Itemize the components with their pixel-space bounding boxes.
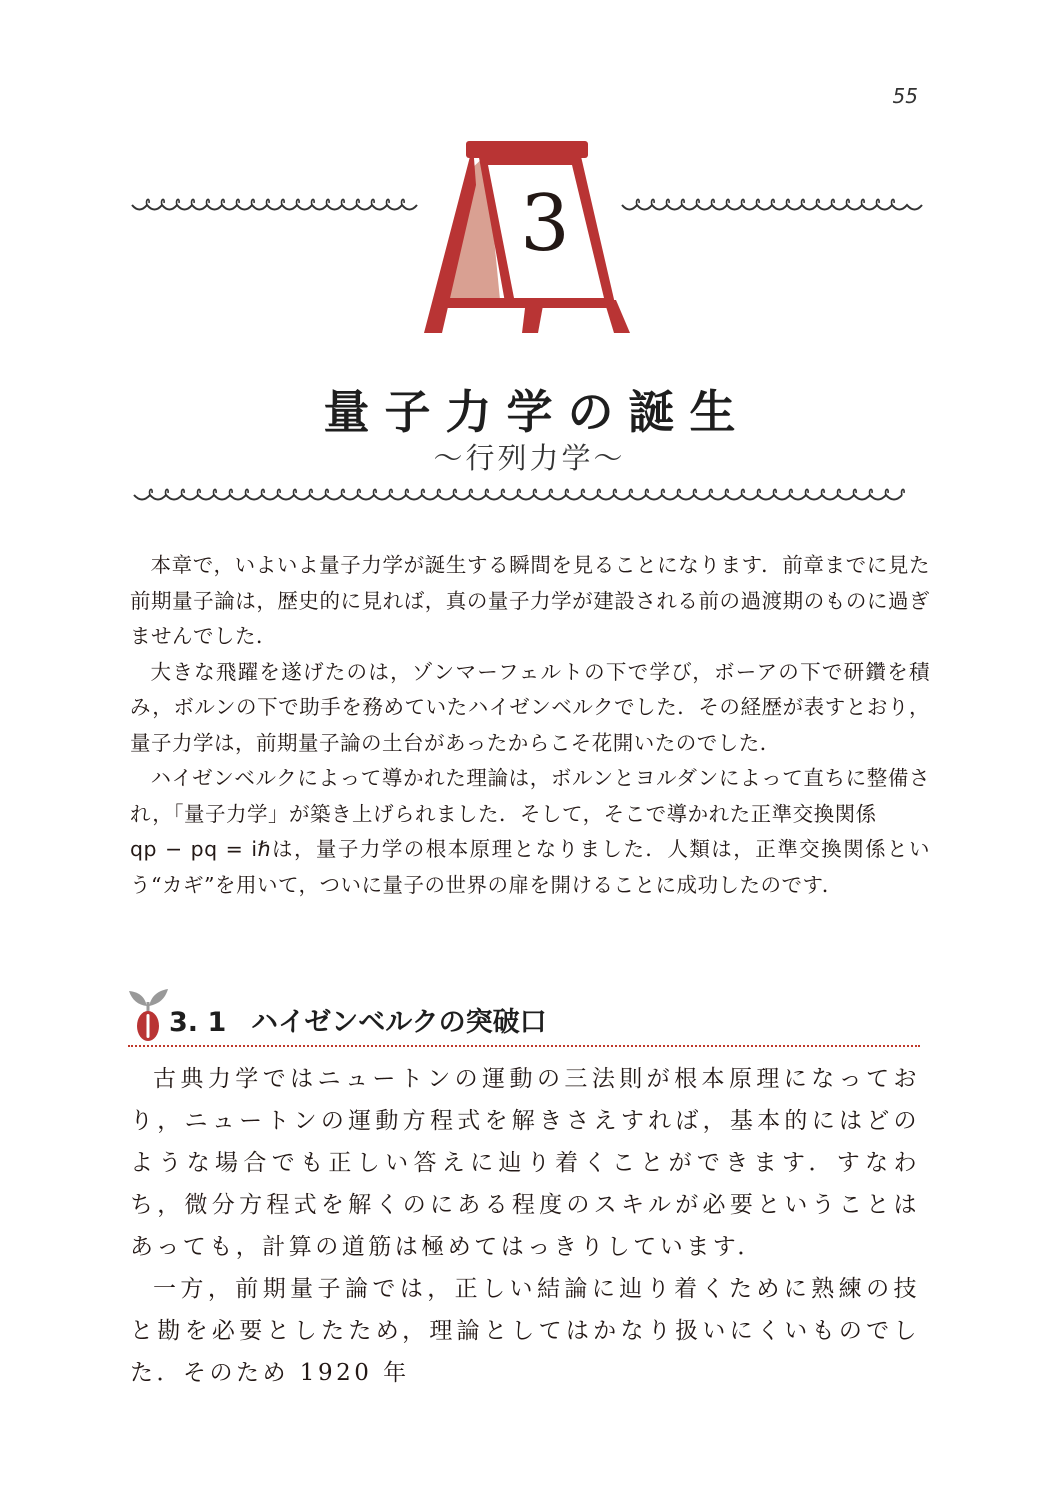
- ornament-left: [132, 205, 417, 210]
- intro-paragraph: [130, 761, 930, 903]
- page-number: 55: [892, 84, 918, 108]
- sprout-icon: [126, 982, 172, 1042]
- sign-front-leg-right: [604, 300, 630, 333]
- ornament-left-loops: [147, 199, 405, 205]
- body-paragraph: 一方，前期量子論では，正しい結論に辿り着くために熟練の技と勘を必要としたため，理論としてはかなり扱いにくいものでした．そのため 1920 年: [130, 1276, 920, 1386]
- section-divider: [128, 1045, 920, 1047]
- section-title: ハイゼンベルクの突破口: [251, 1007, 547, 1038]
- intro-text: ハイゼンベルクによって導かれた理論は，ボルンとヨルダンによって直ちに整備され，「量子力学」が築き上げられました．そして，そこで導かれた正準交換関係: [130, 766, 930, 826]
- ornament-right-loops: [637, 199, 895, 205]
- ornament-bottom: [134, 495, 902, 500]
- ornament-bottom-loops: [150, 489, 905, 495]
- sign-left-crossbar: [434, 298, 506, 308]
- intro-text: は，量子力学の根本原理となりました．人類は，正準交換関係という“カギ”を用いて，ついに量子の世界の扉を開けることに成功したのです．: [130, 837, 930, 897]
- intro-paragraph: 大きな飛躍を遂げたのは，ゾンマーフェルトの下で学び，ボーアの下で研鑽を積み，ボルンの下で助手を務めていたハイゼンベルクでした．その経歴が表すとおり，量子力学は，前期量子論の土台があったからこそ花開いたのでした．: [130, 659, 930, 755]
- ornament-right: [622, 205, 922, 210]
- commutation-relation-formula: qp − pq = iℏ: [130, 837, 272, 861]
- section-body: [130, 1058, 920, 1394]
- body-paragraph: 古典力学ではニュートンの運動の三法則が根本原理になっており，ニュートンの運動方程式を解きさえすれば，基本的にはどのような場合でも正しい答えに辿り着くことができます．すなわち，微分方程式を解くのにある程度のスキルが必要ということはあっても，計算の道筋は極めてはっきりしています．: [130, 1066, 920, 1260]
- chapter-intro: [130, 548, 930, 903]
- section-heading: [126, 982, 926, 1052]
- chapter-title: 量子力学の誕生: [323, 385, 751, 439]
- section-number: 3. 1: [169, 1007, 227, 1038]
- chapter-subtitle: 〜行列力学〜: [433, 441, 626, 475]
- section-label: [169, 1000, 547, 1039]
- intro-paragraph: 本章で，いよいよ量子力学が誕生する瞬間を見ることになります．前章までに見た前期量子論は，歴史的に見れば，真の量子力学が建設される前の過渡期のものに過ぎませんでした．: [130, 553, 930, 648]
- chapter-number: 3: [520, 179, 570, 269]
